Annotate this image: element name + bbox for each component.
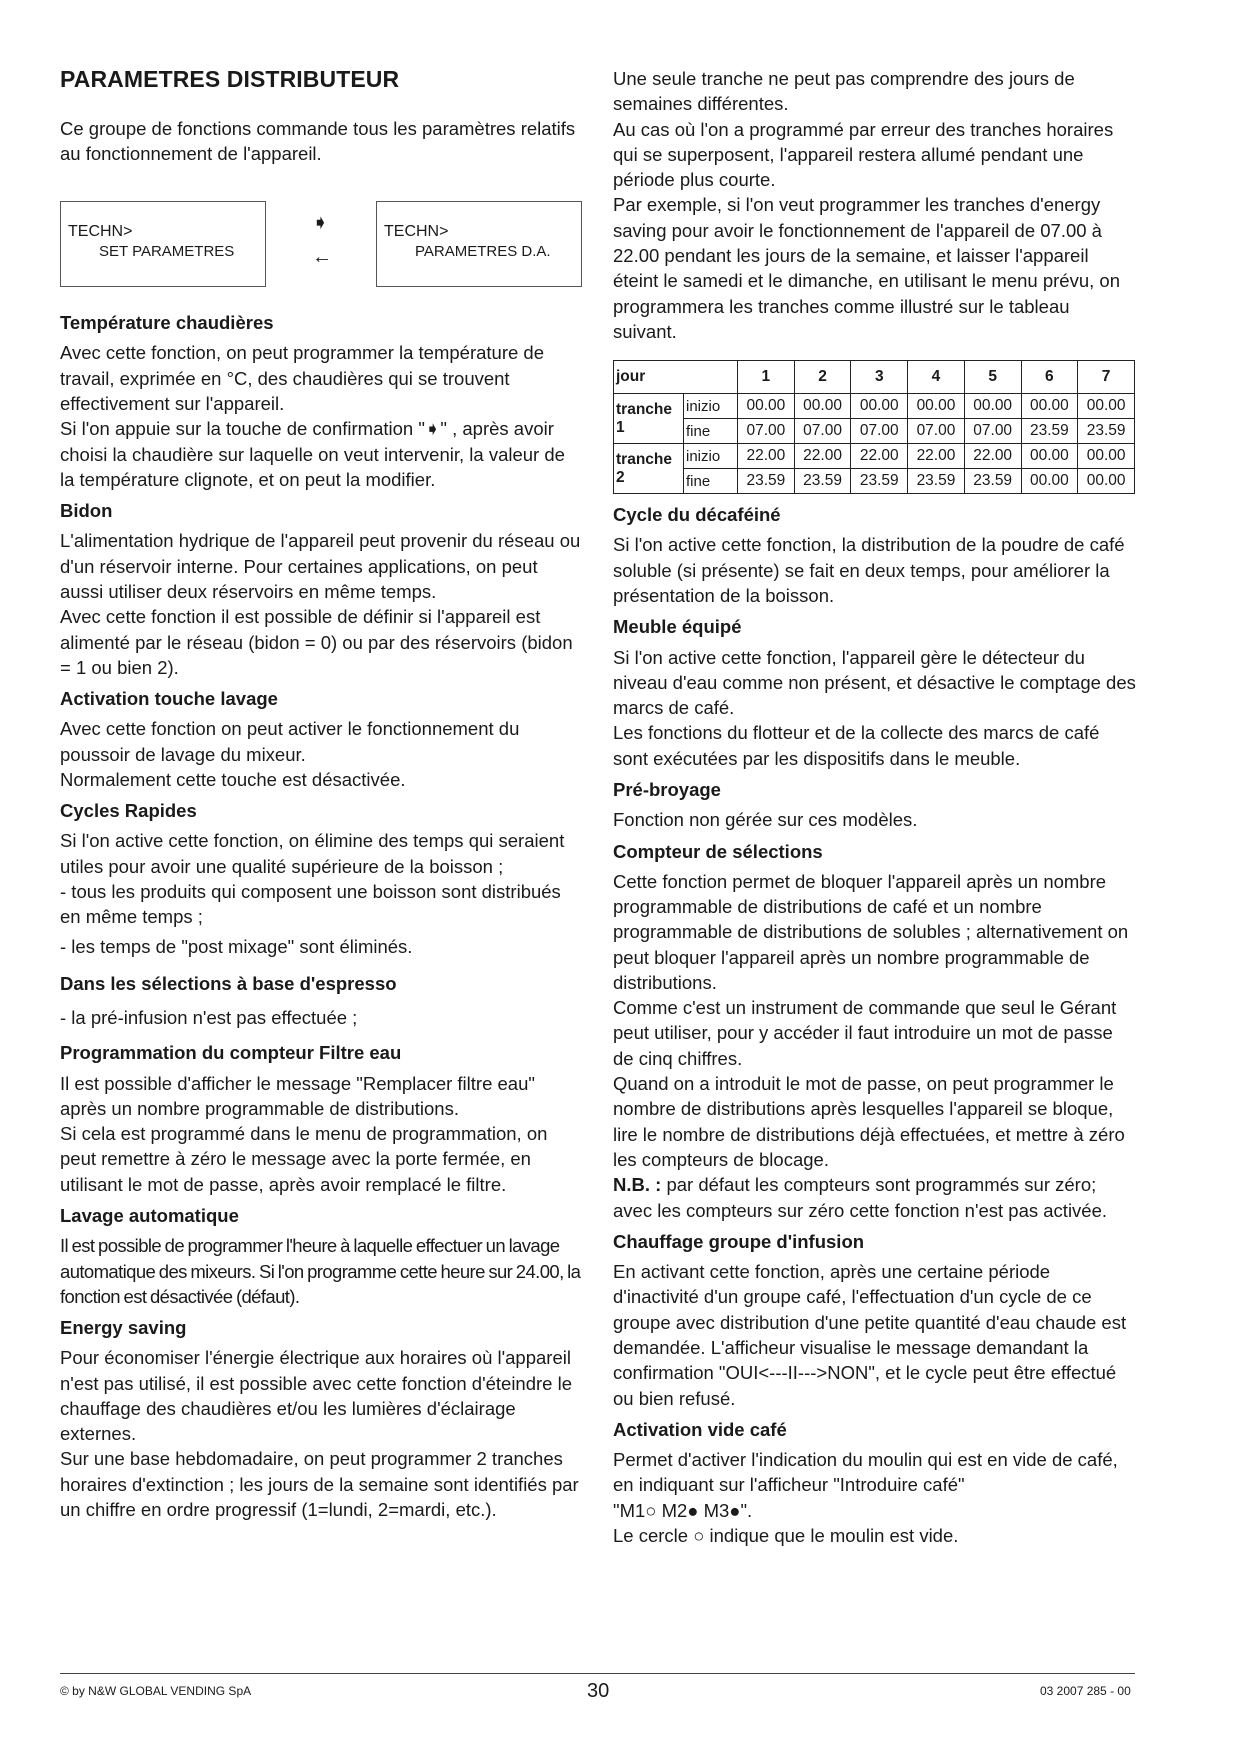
table-cell: 00.00 <box>1078 469 1135 494</box>
table-cell: fine <box>684 419 738 444</box>
nb-note <box>613 1172 1136 1197</box>
footer-divider <box>60 1673 1135 1674</box>
section-text: Le cercle ○ indique que le moulin est vide. <box>613 1524 959 1546</box>
display-parametres-da <box>376 201 582 287</box>
table-cell: 00.00 <box>1021 394 1078 419</box>
section-heading: Pré-broyage <box>613 779 721 801</box>
section-text: avec les compteurs sur zéro cette fonction n'est pas activée. <box>613 1199 1108 1221</box>
section-heading: Dans les sélections à base d'espresso <box>60 972 397 994</box>
table-row <box>614 444 1135 469</box>
section-text: Quand on a introduit le mot de passe, on peut programmer le nombre de distributions après lesquelles l'appareil se bloque, lire le nombre de distributions déjà effectuées, et mettre à zéro les compteurs de blocage. <box>613 1073 1125 1170</box>
table-cell: 23.59 <box>851 469 908 494</box>
section-text: Par exemple, si l'on veut programmer les tranches d'energy saving pour avoir le fonctionnement de l'appareil de 07.00 à 22.00 pendant les jours de la semaine, et laisser l'appareil éteint le samedi et le dimanche, en utilisant le menu prévu, on programmera les tranches comme illustré sur le tableau suivant. <box>613 194 1120 342</box>
section-heading: Cycle du décaféiné <box>613 504 781 526</box>
nb-label: N.B. : <box>613 1174 662 1196</box>
back-arrow-icon: ← <box>312 246 332 269</box>
section-heading: Energy saving <box>60 1317 187 1339</box>
table-cell: 00.00 <box>1078 444 1135 469</box>
section-text: Il est possible d'afficher le message "Remplacer filtre eau" après un nombre programmable de distributions. <box>60 1072 535 1119</box>
section-text: Avec cette fonction il est possible de définir si l'appareil est alimenté par le réseau (bidon = 0) ou par des réservoirs (bidon = 1 ou bien 2). <box>60 606 573 678</box>
display-line: TECHN> <box>68 223 133 241</box>
section-text: Permet d'activer l'indication du moulin qui est en vide de café, en indiquant sur l'afficheur "Introduire café" <box>613 1449 1118 1496</box>
table-cell: 23.59 <box>738 469 795 494</box>
table-header-cell: jour <box>614 361 738 394</box>
table-cell: fine <box>684 469 738 494</box>
table-header-cell: 1 <box>738 361 795 394</box>
section-heading: Bidon <box>60 500 113 522</box>
table-cell: 00.00 <box>851 394 908 419</box>
table-header-cell: 5 <box>964 361 1021 394</box>
table-cell: 00.00 <box>964 394 1021 419</box>
section-text: Avec cette fonction, on peut programmer la température de travail, exprimée en °C, des chaudières qui se trouvent effectivement sur l'appareil. <box>60 342 545 414</box>
table-cell: 07.00 <box>908 419 965 444</box>
section-text: - tous les produits qui composent une boisson sont distribués en même temps ; <box>60 880 561 928</box>
section-text: Si l'on active cette fonction, l'appareil gère le détecteur du niveau d'eau comme non présent, et désactive le comptage des marcs de café. <box>613 646 1136 719</box>
section-text: L'alimentation hydrique de l'appareil peut provenir du réseau ou d'un réservoir interne. Pour certaines applications, on peut aussi utiliser deux réservoirs en même temps. <box>60 530 581 602</box>
table-cell: 00.00 <box>1078 394 1135 419</box>
section-heading: Chauffage groupe d'infusion <box>613 1230 865 1252</box>
table-header-cell: 2 <box>794 361 851 394</box>
section-text: Fonction non gérée sur ces modèles. <box>613 809 918 831</box>
table-cell: inizio <box>684 444 738 469</box>
table-cell: 22.00 <box>908 444 965 469</box>
table-cell: 22.00 <box>964 444 1021 469</box>
section-text: Cette fonction permet de bloquer l'appareil après un nombre programmable de distributions de café et un nombre programmable de distributions de solubles ; alternativement on peut bloquer l'appareil après un nombre programmable de distributions. <box>613 870 1129 993</box>
page-title: PARAMETRES DISTRIBUTEUR <box>60 66 400 92</box>
table-row-label: tranche 2 <box>614 444 684 494</box>
section-text: "M1○ M2● M3●". <box>613 1499 753 1521</box>
section-text: Sur une base hebdomadaire, on peut programmer 2 tranches horaires d'extinction ; les jours de la semaine sont identifiés par un chiffre en ordre progressif (1=lundi, 2=mardi, etc.). <box>60 1448 579 1521</box>
table-cell: 23.59 <box>794 469 851 494</box>
section-text: Comme c'est un instrument de commande que seul le Gérant peut utiliser, pour y accéder il faut introduire un mot de passe de cinq chiffres. <box>613 997 1117 1069</box>
table-cell: 00.00 <box>908 394 965 419</box>
display-line: SET PARAMETRES <box>99 243 235 261</box>
table-cell: 07.00 <box>964 419 1021 444</box>
section-heading: Compteur de sélections <box>613 840 823 862</box>
display-line: PARAMETRES D.A. <box>415 243 551 261</box>
left-column <box>60 66 582 1522</box>
table-cell: 22.00 <box>851 444 908 469</box>
section-text: Pour économiser l'énergie électrique aux horaires où l'appareil n'est pas utilisé, il est possible avec cette fonction d'éteindre le chauffage des chaudières et/ou les lumières d'éclairage externes. <box>60 1347 572 1445</box>
section-heading: Meuble équipé <box>613 616 742 638</box>
section-heading: Température chaudières <box>60 312 274 334</box>
table-cell: 22.00 <box>738 444 795 469</box>
right-column <box>613 66 1136 1548</box>
intro-text: Ce groupe de fonctions commande tous les paramètres relatifs au fonctionnement de l'appareil. <box>60 117 576 164</box>
section-text: Normalement cette touche est désactivée. <box>60 768 406 790</box>
display-navigation <box>60 201 582 288</box>
section-heading: Lavage automatique <box>60 1205 239 1227</box>
section-heading: Programmation du compteur Filtre eau <box>60 1042 402 1064</box>
section-text: Les fonctions du flotteur et de la collecte des marcs de café sont exécutées par les dispositifs dans le meuble. <box>613 722 1100 769</box>
section-text: En activant cette fonction, après une certaine période d'inactivité d'un groupe café, l'effectuation d'un cycle de ce groupe avec distribution d'une petite quantité d'eau chaude est demandée. L'afficheur visualise le message demandant la confirmation "OUI<---II--->NON", et le cycle peut être effectué ou bien refusé. <box>613 1261 1127 1409</box>
section-text: - la pré-infusion n'est pas effectuée ; <box>60 1007 358 1029</box>
section-text: - les temps de "post mixage" sont éliminés. <box>60 935 413 957</box>
table-cell: 07.00 <box>851 419 908 444</box>
table-cell: 00.00 <box>738 394 795 419</box>
table-cell: 07.00 <box>794 419 851 444</box>
table-cell: 23.59 <box>908 469 965 494</box>
table-cell: 07.00 <box>738 419 795 444</box>
confirm-arrow-icon: ➧ <box>312 212 329 235</box>
table-cell: 23.59 <box>1078 419 1135 444</box>
energy-saving-table <box>613 360 1135 494</box>
table-cell: 00.00 <box>1021 469 1078 494</box>
footer-copyright: © by N&W GLOBAL VENDING SpA <box>60 1684 252 1698</box>
section-heading: Activation vide café <box>613 1418 787 1440</box>
table-cell: 00.00 <box>794 394 851 419</box>
table-cell: 00.00 <box>1021 444 1078 469</box>
section-heading: Cycles Rapides <box>60 800 197 822</box>
page-number: 30 <box>587 1680 610 1702</box>
table-row <box>614 361 1135 394</box>
section-text: Si cela est programmé dans le menu de programmation, on peut remettre à zéro le message avec la porte fermée, en utilisant le mot de passe, après avoir remplacé le filtre. <box>60 1123 548 1195</box>
table-row <box>614 469 1135 494</box>
table-row-label: tranche 1 <box>614 394 684 444</box>
table-row <box>614 394 1135 419</box>
section-text: Il est possible de programmer l'heure à laquelle effectuer un lavage automatique des mixeurs. Si l'on programme cette heure sur 24.00, la fonction est désactivée (défaut). <box>60 1235 581 1307</box>
table-row <box>614 419 1135 444</box>
display-line: TECHN> <box>384 223 449 241</box>
section-text: Si l'on appuie sur la touche de confirmation "➧" , après avoir choisi la chaudière sur laquelle on veut intervenir, la valeur de la température clignote, et on peut la modifier. <box>60 418 565 490</box>
section-text: Si l'on active cette fonction, on élimine des temps qui seraient utiles pour avoir une qualité supérieure de la boisson ; <box>60 830 565 877</box>
document-code: 03 2007 285 - 00 <box>1040 1684 1131 1698</box>
section-text: Si l'on active cette fonction, la distribution de la poudre de café soluble (si présente) se fait en deux temps, pour améliorer la présentation de la boisson. <box>613 534 1125 607</box>
table-header-cell: 3 <box>851 361 908 394</box>
display-set-parametres <box>60 201 266 287</box>
section-text: Au cas où l'on a programmé par erreur des tranches horaires qui se superposent, l'appareil restera allumé pendant une période plus courte. <box>613 118 1114 191</box>
table-cell: 22.00 <box>794 444 851 469</box>
table-header-cell: 6 <box>1021 361 1078 394</box>
table-cell: 23.59 <box>1021 419 1078 444</box>
table-header-cell: 4 <box>908 361 965 394</box>
table-header-cell: 7 <box>1078 361 1135 394</box>
section-heading: Activation touche lavage <box>60 688 278 710</box>
section-text: Une seule tranche ne peut pas comprendre des jours de semaines différentes. <box>613 68 1075 115</box>
nb-text: par défaut les compteurs sont programmés sur zéro; <box>666 1174 1097 1196</box>
table-cell: inizio <box>684 394 738 419</box>
table-cell: 23.59 <box>964 469 1021 494</box>
section-text: Avec cette fonction on peut activer le fonctionnement du poussoir de lavage du mixeur. <box>60 718 520 765</box>
